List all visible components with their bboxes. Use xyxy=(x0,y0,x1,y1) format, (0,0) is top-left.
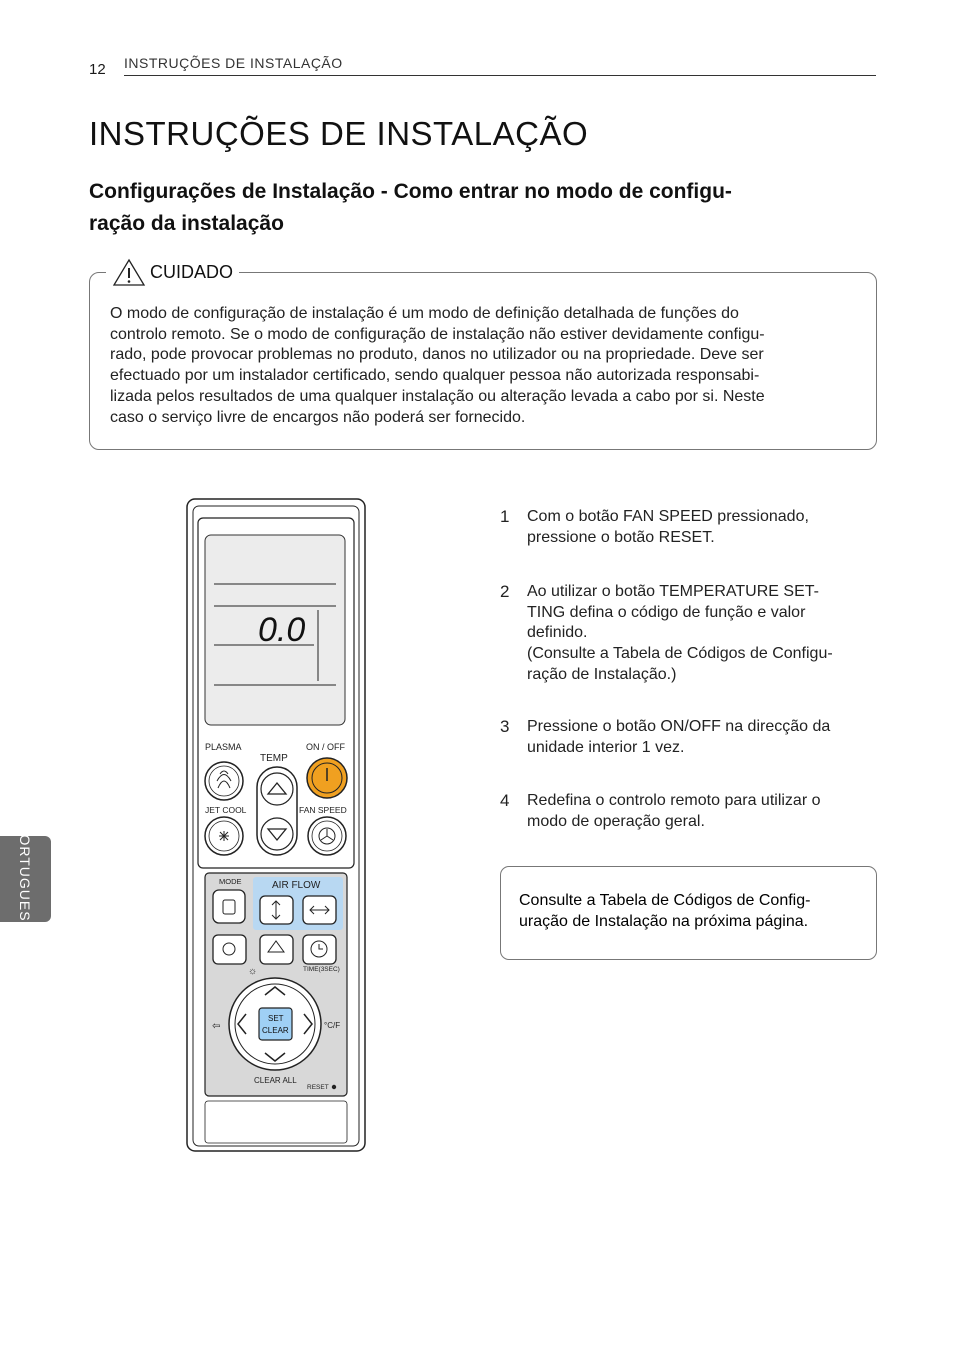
plasma-label: PLASMA xyxy=(205,742,242,752)
plasma-button[interactable] xyxy=(205,762,243,800)
step-text xyxy=(527,791,877,832)
step-line: definido. xyxy=(527,624,588,642)
temp-label: TEMP xyxy=(260,753,288,764)
function-button[interactable] xyxy=(213,935,246,964)
set-label: SET xyxy=(268,1014,284,1023)
step-text xyxy=(527,717,877,758)
page-title: INSTRUÇÕES DE INSTALAÇÃO xyxy=(89,115,589,152)
caution-text xyxy=(110,304,862,428)
step-line: pressione o botão RESET. xyxy=(527,528,715,546)
horizontal-airflow-button[interactable] xyxy=(303,896,336,924)
step-line: modo de operação geral. xyxy=(527,812,705,830)
step-line: Com o botão FAN SPEED pressionado, xyxy=(527,508,809,525)
note-line: uração de Instalação na próxima página. xyxy=(519,913,809,930)
section-subtitle xyxy=(89,176,889,240)
note-line: Consulte a Tabela de Códigos de Config- xyxy=(519,892,811,909)
jet-cool-label: JET COOL xyxy=(205,805,247,815)
jet-cool-button[interactable] xyxy=(205,817,243,855)
lcd-value: 0.0 xyxy=(258,611,306,649)
subtitle-line: ração da instalação xyxy=(89,212,284,235)
reset-button[interactable] xyxy=(332,1085,336,1089)
step-number: 2 xyxy=(500,582,510,601)
time-label: TIME(3SEC) xyxy=(303,966,340,973)
step-line: (Consulte a Tabela de Códigos de Configu- xyxy=(527,645,833,663)
exit-icon: ⇦ xyxy=(212,1021,221,1032)
air-flow-label: AIR FLOW xyxy=(272,880,321,891)
language-tab-label: PORTUGUESE xyxy=(17,824,33,932)
set-clear-button[interactable] xyxy=(259,1008,292,1040)
caution-line: controlo remoto. Se o modo de configuração de instalação não estiver devidamente configu- xyxy=(110,325,765,343)
page-number: 12 xyxy=(89,61,106,78)
note-text xyxy=(519,890,864,932)
step-line: Pressione o botão ON/OFF na direcção da xyxy=(527,718,831,735)
subtitle-line: Configurações de Instalação - Como entrar no modo de configu- xyxy=(89,180,732,203)
temp-up-button[interactable] xyxy=(261,773,293,805)
step-line: Redefina o controlo remoto para utilizar o xyxy=(527,792,821,809)
warning-triangle-icon xyxy=(112,258,146,286)
step-line: ração de Instalação.) xyxy=(527,665,677,683)
unit-label: °C/F xyxy=(324,1021,341,1030)
vertical-airflow-button[interactable] xyxy=(260,896,293,924)
light-icon: ☼ xyxy=(248,966,258,977)
step-line: unidade interior 1 vez. xyxy=(527,738,685,756)
reset-label: RESET xyxy=(307,1084,329,1091)
mode-label: MODE xyxy=(219,877,242,886)
room-temp-button[interactable] xyxy=(260,935,293,964)
on-off-button[interactable] xyxy=(307,758,347,798)
step-number: 3 xyxy=(500,717,510,736)
step-number: 1 xyxy=(500,507,510,526)
timer-button[interactable] xyxy=(303,935,336,964)
caution-heading xyxy=(106,258,239,286)
temp-down-button[interactable] xyxy=(261,818,293,850)
step-line: TING defina o código de função e valor xyxy=(527,603,806,621)
step-line: Ao utilizar o botão TEMPERATURE SET- xyxy=(527,583,819,600)
step-text xyxy=(527,582,877,686)
step-text xyxy=(527,507,877,548)
caution-line: O modo de configuração de instalação é um modo de definição detalhada de funções do xyxy=(110,305,739,322)
mode-button[interactable] xyxy=(213,890,245,923)
running-header: INSTRUÇÕES DE INSTALAÇÃO xyxy=(124,55,343,71)
caution-label: CUIDADO xyxy=(150,261,234,282)
caution-line: efectuado por um instalador certificado, sendo qualquer pessoa não autorizada responsabi- xyxy=(110,367,760,385)
remote-control-illustration xyxy=(186,498,368,1154)
clear-all-label: CLEAR ALL xyxy=(254,1076,297,1085)
on-off-label: ON / OFF xyxy=(306,742,345,752)
caution-line: lizada pelos resultados de uma qualquer instalação ou alteração levada a cabo por si. Neste xyxy=(110,387,765,405)
step-number: 4 xyxy=(500,791,510,810)
fan-speed-button[interactable] xyxy=(308,817,346,855)
header-divider xyxy=(124,75,876,76)
fan-speed-label: FAN SPEED xyxy=(299,805,347,815)
clear-label: CLEAR xyxy=(262,1026,289,1035)
caution-line: rado, pode provocar problemas no produto, danos no utilizador ou na propriedade. Deve ser xyxy=(110,346,764,364)
caution-line: caso o serviço livre de encargos não poderá ser fornecido. xyxy=(110,408,526,426)
